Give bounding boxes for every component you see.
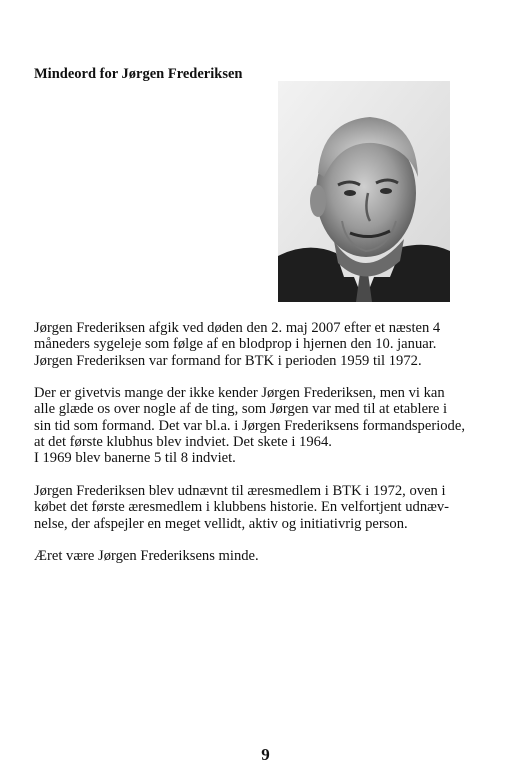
- paragraph: [34, 320, 504, 369]
- portrait-photo: [278, 81, 450, 302]
- text-line: Der er givetvis mange der ikke kender Jørgen Frederiksen, men vi kan: [34, 385, 445, 402]
- article-body: [34, 320, 504, 581]
- paragraph: [34, 548, 504, 564]
- text-line: I 1969 blev banerne 5 til 8 indviet.: [34, 450, 236, 467]
- paragraph: [34, 385, 504, 466]
- text-line: Jørgen Frederiksen blev udnævnt til æresmedlem i BTK i 1972, oven i: [34, 482, 446, 499]
- text-line: sin tid som formand. Det var bl.a. i Jørgen Frederiksens formandsperiode,: [34, 417, 465, 434]
- page-number: 9: [261, 745, 270, 764]
- text-line: at det første klubhus blev indviet. Det skete i 1964.: [34, 434, 332, 451]
- text-line: Jørgen Frederiksen var formand for BTK i perioden 1959 til 1972.: [34, 352, 422, 369]
- text-line: købet det første æresmedlem i klubbens historie. En velfortjent udnæv-: [34, 499, 450, 516]
- text-line: Jørgen Frederiksen afgik ved døden den 2. maj 2007 efter et næsten 4: [34, 320, 441, 336]
- text-line: måneders sygeleje som følge af en blodprop i hjernen den 10. januar.: [34, 336, 437, 353]
- text-line: alle glæde os over nogle af de ting, som Jørgen var med til at etablere i: [34, 401, 448, 418]
- text-line: nelse, der afspejler en meget vellidt, aktiv og initiativrig person.: [34, 515, 408, 532]
- text-line: Æret være Jørgen Frederiksens minde.: [34, 548, 259, 565]
- paragraph: [34, 483, 504, 532]
- article-title: Mindeord for Jørgen Frederiksen: [34, 66, 243, 82]
